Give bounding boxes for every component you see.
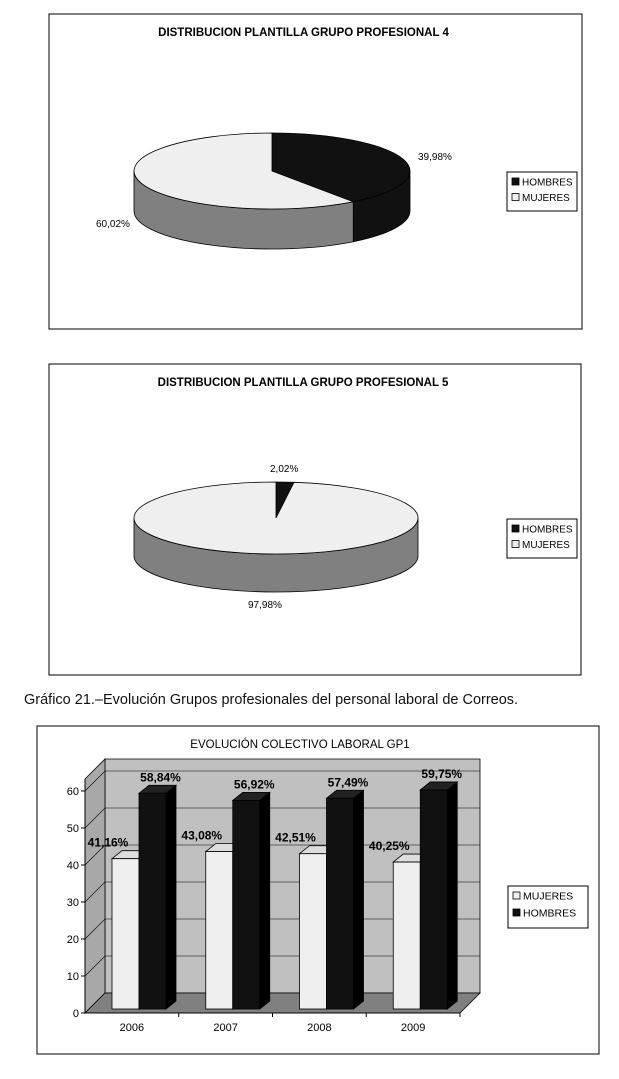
data-label-mujeres: 97,98% bbox=[248, 600, 282, 611]
bar-mujeres bbox=[300, 854, 327, 1009]
y-tick-label: 50 bbox=[66, 823, 79, 835]
chart-title: DISTRIBUCION PLANTILLA GRUPO PROFESIONAL 4 bbox=[158, 27, 449, 39]
side-wall bbox=[85, 759, 105, 1013]
bar-mujeres bbox=[393, 862, 420, 1009]
legend-swatch bbox=[513, 892, 520, 899]
data-label-mujeres: 40,25% bbox=[368, 839, 410, 854]
y-tick-label: 0 bbox=[72, 1008, 79, 1020]
bar-hombres-side bbox=[166, 785, 176, 1009]
bar-hombres-side bbox=[260, 792, 270, 1009]
bar-hombres-side bbox=[354, 790, 364, 1009]
bar-mujeres bbox=[112, 859, 139, 1009]
x-tick-label: 2009 bbox=[400, 1022, 426, 1034]
chart-title: EVOLUCIÓN COLECTIVO LABORAL GP1 bbox=[190, 739, 410, 751]
figure-caption: Gráfico 21.–Evolución Grupos profesionales del personal laboral de Correos. bbox=[24, 692, 519, 708]
data-label-mujeres: 41,16% bbox=[87, 835, 129, 850]
data-label-mujeres: 43,08% bbox=[181, 828, 223, 843]
bar-hombres bbox=[327, 798, 354, 1009]
data-label-hombres: 56,92% bbox=[233, 777, 275, 792]
legend-label: MUJERES bbox=[523, 890, 574, 903]
data-label-hombres: 59,75% bbox=[421, 766, 463, 781]
data-label-mujeres: 42,51% bbox=[275, 830, 316, 845]
bar-hombres bbox=[139, 793, 166, 1009]
legend-label: MUJERES bbox=[522, 193, 570, 204]
y-tick-label: 10 bbox=[66, 971, 79, 983]
legend-label: HOMBRES bbox=[522, 177, 573, 189]
data-label-hombres: 57,49% bbox=[327, 775, 369, 790]
data-label-hombres: 39,98% bbox=[418, 152, 452, 163]
legend-swatch bbox=[512, 541, 519, 548]
bar-mujeres bbox=[206, 852, 233, 1009]
bar-hombres-side bbox=[447, 782, 457, 1009]
legend-swatch bbox=[512, 525, 519, 532]
pie-slice-mujeres bbox=[134, 482, 418, 554]
y-tick-label: 60 bbox=[66, 786, 79, 798]
y-tick-label: 40 bbox=[66, 860, 79, 872]
chart-title: DISTRIBUCION PLANTILLA GRUPO PROFESIONAL 5 bbox=[157, 377, 449, 389]
x-tick-label: 2006 bbox=[119, 1022, 145, 1034]
y-tick-label: 30 bbox=[66, 897, 79, 909]
bar-hombres bbox=[420, 790, 447, 1009]
bar-hombres bbox=[233, 800, 260, 1009]
data-label-mujeres: 60,02% bbox=[96, 219, 130, 230]
data-label-hombres: 58,84% bbox=[140, 770, 181, 785]
legend-label: HOMBRES bbox=[522, 524, 573, 536]
x-tick-label: 2008 bbox=[307, 1022, 332, 1034]
legend-swatch bbox=[512, 178, 519, 185]
x-tick-label: 2007 bbox=[213, 1022, 238, 1034]
legend-label: HOMBRES bbox=[523, 907, 577, 920]
legend-label: MUJERES bbox=[522, 540, 570, 551]
legend-swatch bbox=[512, 194, 519, 201]
data-label-hombres: 2,02% bbox=[270, 464, 299, 475]
y-tick-label: 20 bbox=[66, 934, 79, 946]
legend-swatch bbox=[513, 909, 520, 916]
